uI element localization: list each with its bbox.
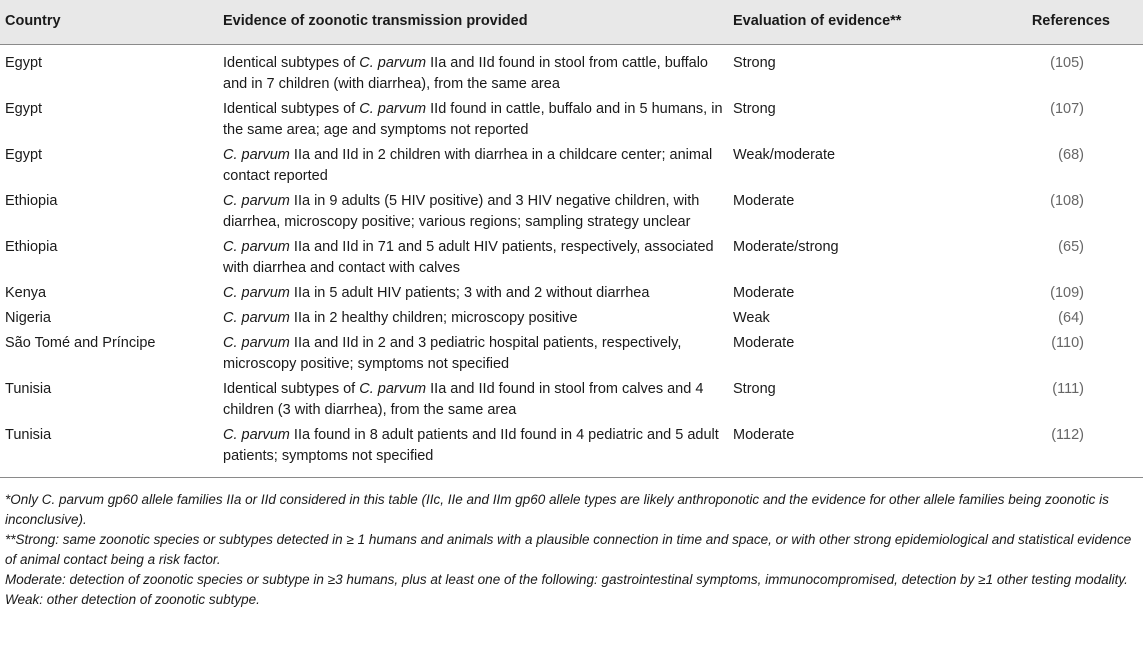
header-country: Country (0, 0, 219, 45)
table-row (0, 45, 1143, 100)
table-body (0, 45, 1143, 478)
cell-evaluation: Weak (733, 310, 770, 326)
cell-evidence: Identical subtypes of C. parvum IIa and IId found in stool from cattle, buffalo and in 7 children (with diarrhea), from the same area (223, 55, 708, 92)
cell-evidence: C. parvum IIa and IId in 71 and 5 adult HIV patients, respectively, associated with diarrhea and contact with calves (223, 239, 714, 276)
table-row (0, 237, 1143, 283)
cell-evidence: C. parvum IIa in 2 healthy children; microscopy positive (223, 310, 578, 326)
cell-evidence: C. parvum IIa found in 8 adult patients and IId found in 4 pediatric and 5 adult patients; symptoms not specified (223, 427, 719, 464)
table-row (0, 99, 1143, 145)
reference-link[interactable]: 108 (1054, 193, 1080, 209)
cell-evaluation: Moderate (733, 285, 795, 301)
cell-reference: (112) (1051, 427, 1084, 443)
footnote: **Strong: same zoonotic species or subtypes detected in ≥ 1 humans and animals with a plausible connection in time and space, or with other strong epidemiological and statistical evidence of animal contact being a risk factor. (5, 532, 1132, 567)
cell-evaluation: Strong (733, 55, 776, 71)
reference-link[interactable]: 110 (1056, 335, 1080, 351)
header-references: References (1017, 0, 1143, 45)
cell-country: Ethiopia (5, 193, 58, 209)
cell-reference: (109) (1050, 285, 1084, 301)
reference-link[interactable]: 107 (1054, 101, 1080, 117)
reference-link[interactable]: 112 (1056, 427, 1080, 443)
cell-country: Tunisia (5, 381, 52, 397)
cell-reference: (64) (1058, 310, 1084, 326)
cell-evidence: C. parvum IIa and IId in 2 and 3 pediatric hospital patients, respectively, microscopy positive; symptoms not specified (223, 335, 682, 372)
cell-reference: (68) (1058, 147, 1084, 163)
table-row (0, 283, 1143, 308)
cell-country: Ethiopia (5, 239, 58, 255)
cell-evidence: C. parvum IIa and IId in 2 children with diarrhea in a childcare center; animal contact reported (223, 147, 713, 184)
table-row (0, 333, 1143, 379)
cell-evidence: C. parvum IIa in 9 adults (5 HIV positive) and 3 HIV negative children, with diarrhea, microscopy positive; various regions; sampling strategy unclear (223, 193, 700, 230)
cell-reference: (107) (1050, 101, 1084, 117)
cell-country: Egypt (5, 101, 43, 117)
footnote: Weak: other detection of zoonotic subtype. (5, 592, 260, 607)
table-bottom-rule (0, 471, 1143, 478)
cell-evidence: C. parvum IIa in 5 adult HIV patients; 3 with and 2 without diarrhea (223, 285, 650, 301)
cell-evaluation: Moderate (733, 335, 795, 351)
cell-evaluation: Weak/moderate (733, 147, 836, 163)
cell-evaluation: Moderate (733, 427, 795, 443)
table-row (0, 425, 1143, 471)
table-header-row (0, 0, 1143, 45)
reference-link[interactable]: 109 (1054, 285, 1080, 301)
cell-evidence: Identical subtypes of C. parvum IIa and IId found in stool from calves and 4 children (3 with diarrhea), from the same area (223, 381, 704, 418)
cell-evaluation: Moderate/strong (733, 239, 839, 255)
cell-evaluation: Strong (733, 101, 776, 117)
cell-evidence: Identical subtypes of C. parvum IId found in cattle, buffalo and in 5 humans, in the same area; age and symptoms not reported (223, 101, 723, 138)
reference-link[interactable]: 105 (1054, 55, 1080, 71)
cell-reference: (111) (1052, 381, 1084, 397)
cell-country: Egypt (5, 55, 43, 71)
table-row (0, 145, 1143, 191)
footnote: *Only C. parvum gp60 allele families IIa or IId considered in this table (IIc, IIe and IIm gp60 allele types are likely anthroponotic and the evidence for other allele families being zoonotic is inconclusive). (5, 492, 1109, 527)
cell-country: Nigeria (5, 310, 51, 326)
table-row (0, 191, 1143, 237)
table-footnotes (0, 478, 1143, 610)
reference-link[interactable]: 68 (1063, 147, 1080, 163)
cell-reference: (108) (1050, 193, 1084, 209)
cell-country: São Tomé and Príncipe (5, 335, 156, 351)
cell-evaluation: Strong (733, 381, 776, 397)
cell-evaluation: Moderate (733, 193, 795, 209)
table-row (0, 308, 1143, 333)
table-row (0, 379, 1143, 425)
cell-reference: (65) (1058, 239, 1084, 255)
header-evidence: Evidence of zoonotic transmission provided (219, 0, 729, 45)
cell-reference: (105) (1050, 55, 1084, 71)
cell-country: Kenya (5, 285, 47, 301)
reference-link[interactable]: 111 (1057, 381, 1080, 397)
cell-reference: (110) (1051, 335, 1084, 351)
cell-country: Egypt (5, 147, 43, 163)
cell-country: Tunisia (5, 427, 52, 443)
header-evaluation: Evaluation of evidence** (729, 0, 1017, 45)
footnote: Moderate: detection of zoonotic species or subtype in ≥3 humans, plus at least one of the following: gastrointestinal symptoms, immunocompromised, detection by ≥1 other testing modality. (5, 572, 1128, 587)
reference-link[interactable]: 65 (1063, 239, 1080, 255)
reference-link[interactable]: 64 (1063, 310, 1080, 326)
